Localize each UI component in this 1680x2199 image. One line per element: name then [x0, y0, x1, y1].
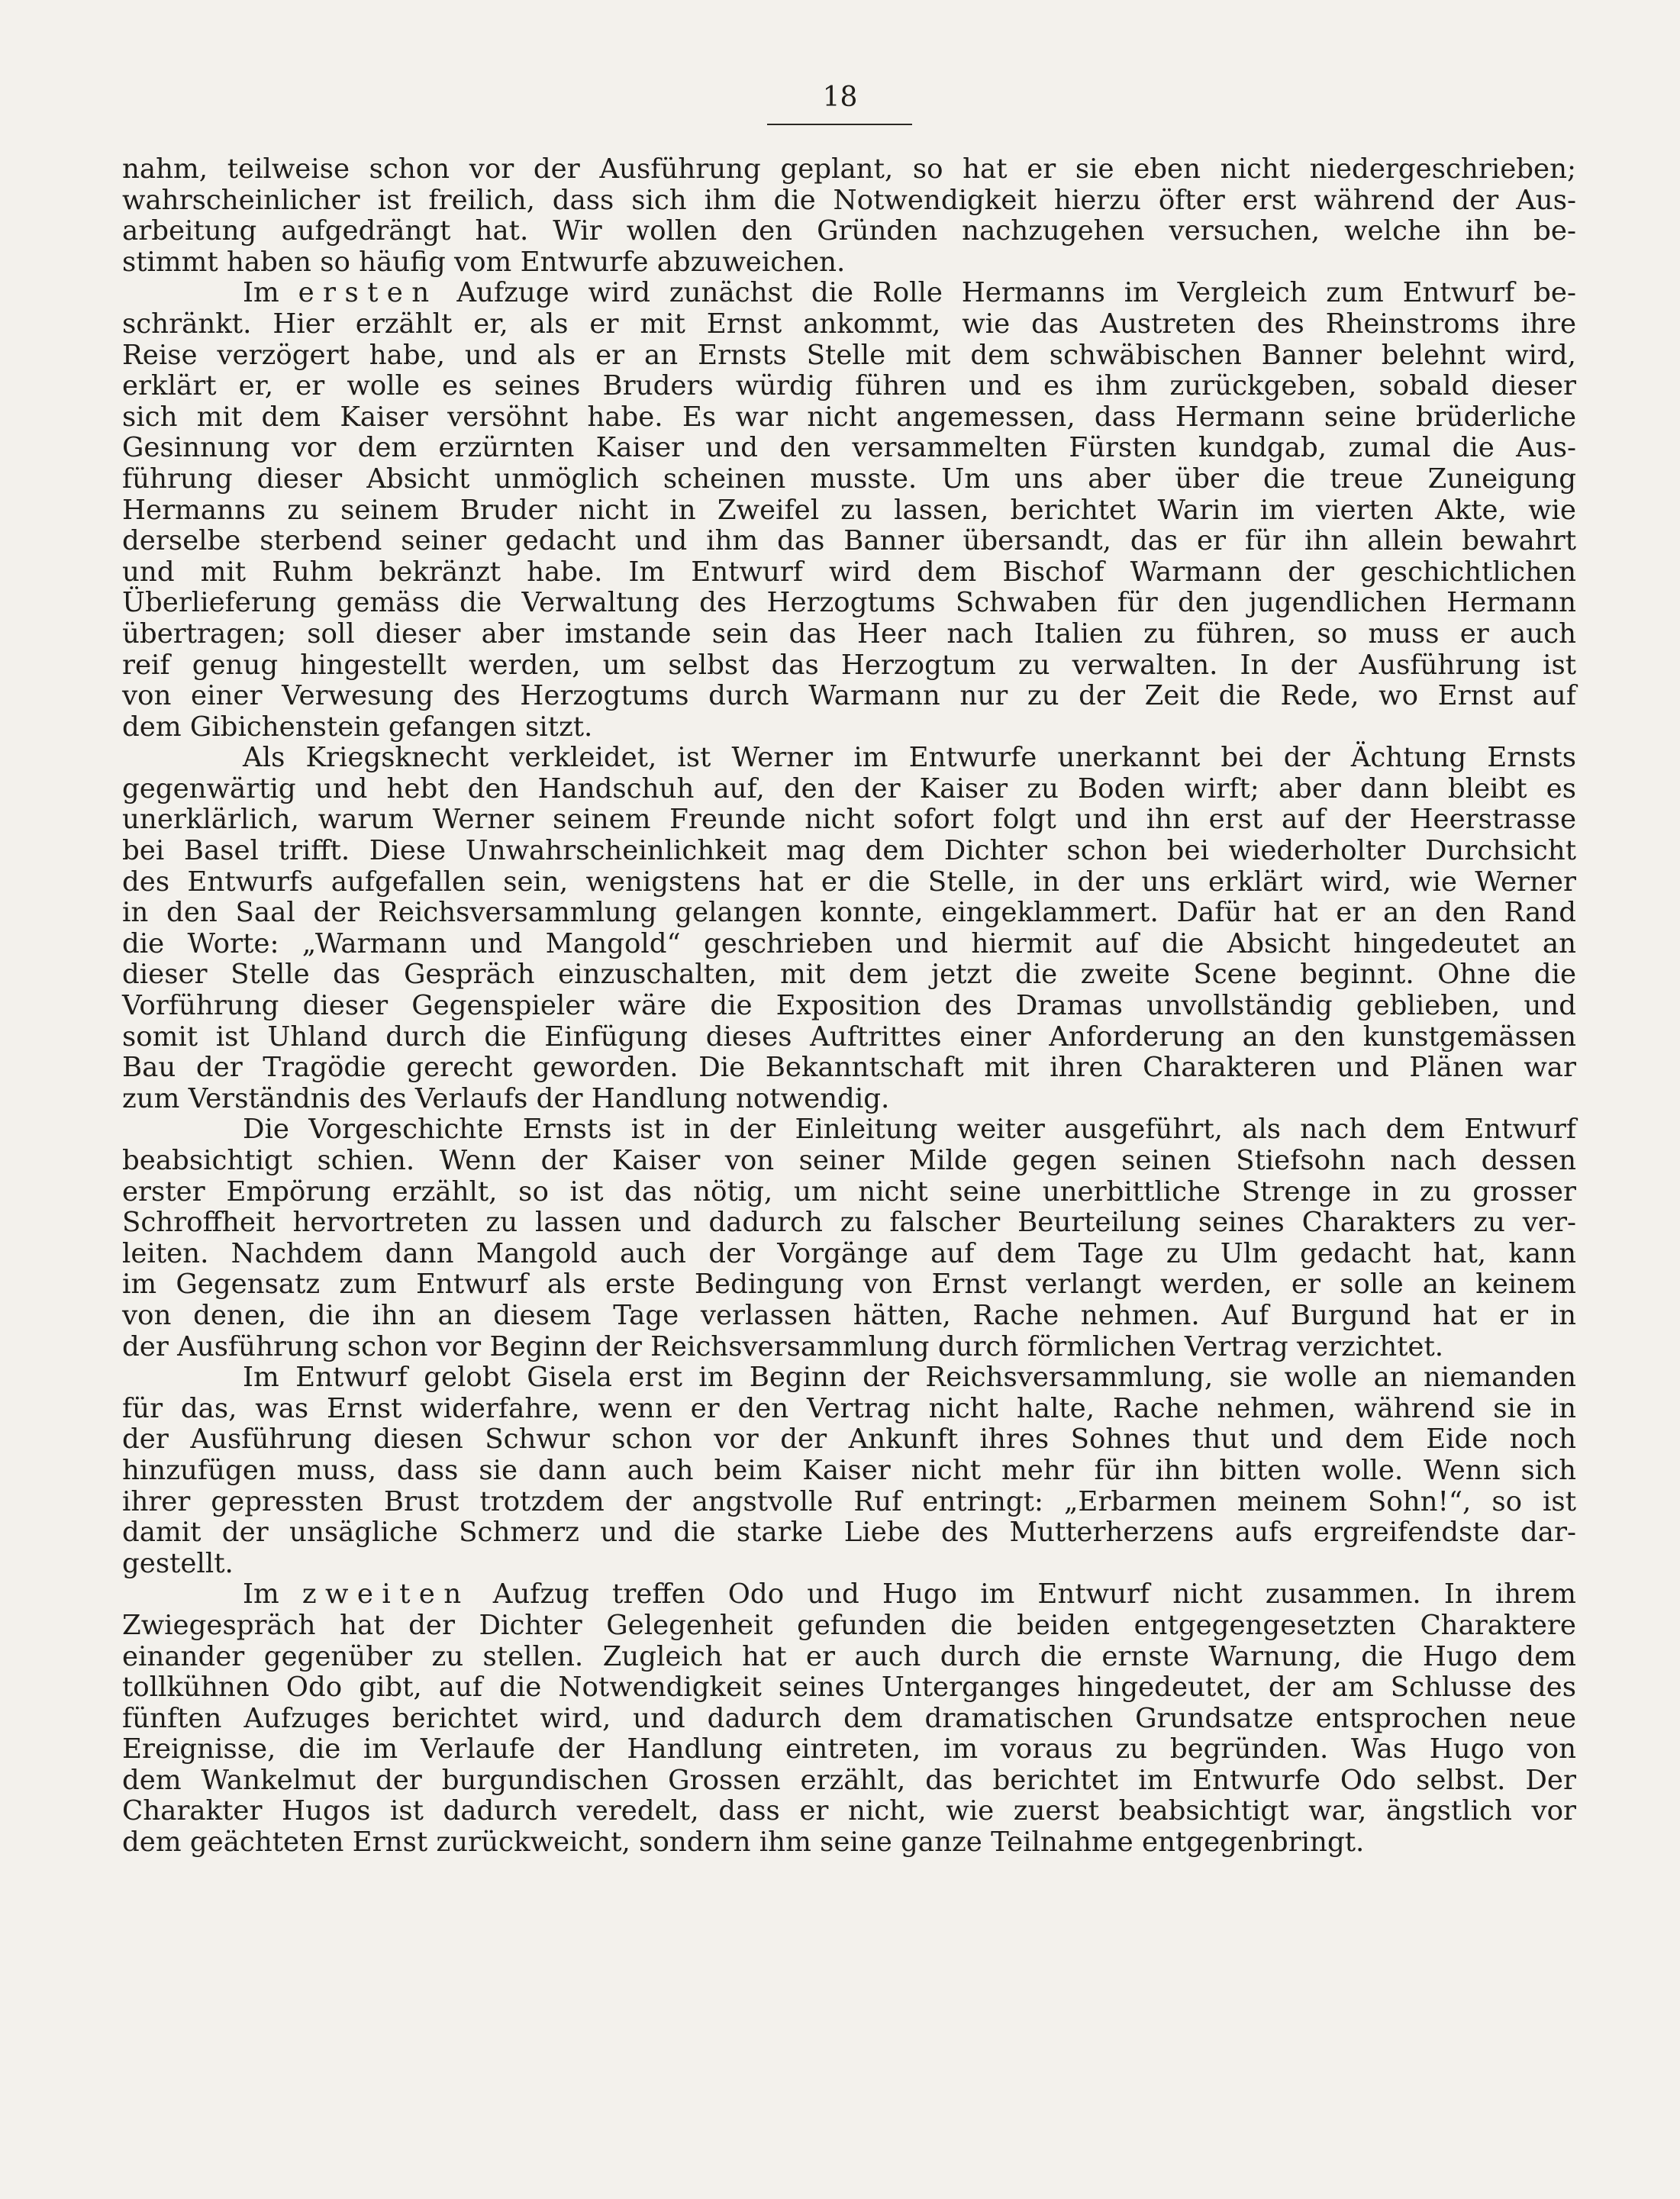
text-line: tollkühnen Odo gibt, auf die Notwendigkeit seines Unterganges hingedeutet, der am Schlusse des	[122, 1672, 1576, 1704]
spaced-emphasis: ersten	[298, 277, 438, 309]
text-line: in den Saal der Reichsversammlung gelangen konnte, eingeklammert. Dafür hat er an den Rand	[122, 897, 1576, 929]
text-line: dem Wankelmut der burgundischen Grossen erzählt, das berichtet im Entwurfe Odo selbst. Der	[122, 1764, 1576, 1796]
text-line: damit der unsägliche Schmerz und die starke Liebe des Mutterherzens aufs ergreifendste dar-	[122, 1517, 1576, 1549]
text-line: von denen, die ihn an diesem Tage verlassen hätten, Rache nehmen. Auf Burgund hat er in	[122, 1299, 1576, 1331]
text-line: des Entwurfs aufgefallen sein, wenigstens hat er die Stelle, in der uns erklärt wird, wie Werner	[122, 866, 1576, 898]
text-line: fünften Aufzuges berichtet wird, und dadurch dem dramatischen Grundsatze entsprochen neue	[122, 1702, 1576, 1734]
paragraph	[122, 1579, 1576, 1858]
text-run: Im	[243, 277, 298, 309]
text-line: und mit Ruhm bekränzt habe. Im Entwurf wird dem Bischof Warmann der geschichtlichen	[122, 556, 1576, 588]
paragraph	[122, 278, 1576, 743]
body-text	[122, 154, 1576, 1859]
text-line: stimmt haben so häufig vom Entwurfe abzuweichen.	[122, 246, 846, 278]
text-line: unerklärlich, warum Werner seinem Freunde nicht sofort folgt und ihn erst auf der Heerstrasse	[122, 804, 1576, 836]
text-line: sich mit dem Kaiser versöhnt habe. Es war nicht angemessen, dass Hermann seine brüderliche	[122, 401, 1576, 433]
text-line: Zwiegespräch hat der Dichter Gelegenheit gefunden die beiden entgegengesetzten Charaktere	[122, 1609, 1576, 1641]
text-line: Vorführung dieser Gegenspieler wäre die Exposition des Dramas unvollständig geblieben, und	[122, 990, 1576, 1022]
page-number: 18	[822, 82, 858, 113]
text-line: zum Verständnis des Verlaufs der Handlung notwendig.	[122, 1082, 890, 1114]
text-run: Aufzuge wird zunächst die Rolle Hermanns im Vergleich zum Entwurf be-	[437, 277, 1576, 309]
text-line: reif genug hingestellt werden, um selbst das Herzogtum zu verwalten. In der Ausführung ist	[122, 649, 1576, 681]
text-line: Bau der Tragödie gerecht geworden. Die Bekanntschaft mit ihren Charakteren und Plänen war	[122, 1052, 1576, 1084]
text-line: Die Vorgeschichte Ernsts ist in der Einleitung weiter ausgeführt, als nach dem Entwurf	[243, 1114, 1576, 1146]
paragraph	[122, 1362, 1576, 1579]
text-line: Schroffheit hervortreten zu lassen und dadurch zu falscher Beurteilung seines Charakters zu ver-	[122, 1207, 1576, 1239]
text-line: führung dieser Absicht unmöglich scheinen musste. Um uns aber über die treue Zuneigung	[122, 463, 1576, 495]
page-number-rule	[767, 124, 912, 125]
text-line: Ereignisse, die im Verlaufe der Handlung eintreten, im voraus zu begründen. Was Hugo von	[122, 1733, 1576, 1765]
text-line: Charakter Hugos ist dadurch veredelt, dass er nicht, wie zuerst beabsichtigt war, ängstlich vor	[122, 1795, 1576, 1827]
text-line	[122, 1579, 1576, 1611]
text-line: für das, was Ernst widerfahre, wenn er den Vertrag nicht halte, Rache nehmen, während sie in	[122, 1392, 1576, 1424]
text-line: hinzufügen muss, dass sie dann auch beim Kaiser nicht mehr für ihn bitten wolle. Wenn sich	[122, 1454, 1576, 1486]
text-line: schränkt. Hier erzählt er, als er mit Ernst ankommt, wie das Austreten des Rheinstroms ihre	[122, 308, 1576, 340]
text-line: von einer Verwesung des Herzogtums durch Warmann nur zu der Zeit die Rede, wo Ernst auf	[122, 680, 1576, 712]
paragraph	[122, 1114, 1576, 1362]
text-line: einander gegenüber zu stellen. Zugleich hat er auch durch die ernste Warnung, die Hugo dem	[122, 1640, 1576, 1672]
text-line: übertragen; soll dieser aber imstande sein das Heer nach Italien zu führen, so muss er auch	[122, 617, 1576, 650]
text-line: erklärt er, er wolle es seines Bruders würdig führen und es ihm zurückgeben, sobald dieser	[122, 370, 1576, 402]
text-line: dieser Stelle das Gespräch einzuschalten, mit dem jetzt die zweite Scene beginnt. Ohne die	[122, 959, 1576, 991]
text-line: derselbe sterbend seiner gedacht und ihm das Banner übersandt, das er für ihn allein bewahrt	[122, 525, 1576, 557]
text-line: erster Empörung erzählt, so ist das nötig, um nicht seine unerbittliche Strenge in zu grosser	[122, 1175, 1576, 1208]
spaced-emphasis: zweiten	[301, 1578, 470, 1611]
text-line: Reise verzögert habe, und als er an Ernsts Stelle mit dem schwäbischen Banner belehnt wird,	[122, 339, 1576, 371]
text-line: nahm, teilweise schon vor der Ausführung geplant, so hat er sie eben nicht niedergeschrieben;	[122, 153, 1576, 185]
text-line: Als Kriegsknecht verkleidet, ist Werner im Entwurfe unerkannt bei der Ächtung Ernsts	[243, 742, 1576, 774]
paragraph	[122, 743, 1576, 1114]
text-line: bei Basel trifft. Diese Unwahrscheinlichkeit mag dem Dichter schon bei wiederholter Durchsicht	[122, 835, 1576, 867]
text-line: der Ausführung diesen Schwur schon vor der Ankunft ihres Sohnes thut und dem Eide noch	[122, 1424, 1576, 1456]
text-line: Im Entwurf gelobt Gisela erst im Beginn der Reichsversammlung, sie wolle an niemanden	[243, 1362, 1576, 1394]
text-line: gegenwärtig und hebt den Handschuh auf, den der Kaiser zu Boden wirft; aber dann bleibt es	[122, 772, 1576, 804]
text-line: der Ausführung schon vor Beginn der Reichsversammlung durch förmlichen Vertrag verzichtet.	[122, 1330, 1444, 1362]
text-line: leiten. Nachdem dann Mangold auch der Vorgänge auf dem Tage zu Ulm gedacht hat, kann	[122, 1237, 1576, 1269]
text-line: die Worte: „Warmann und Mangold“ geschrieben und hiermit auf die Absicht hingedeutet an	[122, 927, 1576, 959]
text-line: somit ist Uhland durch die Einfügung dieses Auftrittes einer Anforderung an den kunstgemässen	[122, 1021, 1576, 1053]
text-line: Hermanns zu seinem Bruder nicht in Zweifel zu lassen, berichtet Warin im vierten Akte, wie	[122, 494, 1576, 526]
text-line	[122, 278, 1576, 309]
paragraph	[122, 154, 1576, 278]
text-line: dem Gibichenstein gefangen sitzt.	[122, 711, 593, 743]
text-line: Überlieferung gemäss die Verwaltung des Herzogtums Schwaben für den jugendlichen Hermann	[122, 587, 1576, 619]
text-line: Gesinnung vor dem erzürnten Kaiser und den versammelten Fürsten kundgab, zumal die Aus-	[122, 432, 1576, 464]
text-run: Im	[243, 1578, 302, 1611]
text-line: wahrscheinlicher ist freilich, dass sich ihm die Notwendigkeit hierzu öfter erst während der Aus-	[122, 184, 1576, 216]
text-line: arbeitung aufgedrängt hat. Wir wollen den Gründen nachzugehen versuchen, welche ihn be-	[122, 215, 1576, 247]
text-run: Aufzug treffen Odo und Hugo im Entwurf nicht zusammen. In ihrem	[469, 1578, 1576, 1611]
text-line: dem geächteten Ernst zurückweicht, sondern ihm seine ganze Teilnahme entgegenbringt.	[122, 1827, 1365, 1859]
text-line: gestellt.	[122, 1547, 234, 1579]
text-line: im Gegensatz zum Entwurf als erste Bedingung von Ernst verlangt werden, er solle an keinem	[122, 1269, 1576, 1301]
text-line: beabsichtigt schien. Wenn der Kaiser von seiner Milde gegen seinen Stiefsohn nach dessen	[122, 1145, 1576, 1176]
text-line: ihrer gepressten Brust trotzdem der angstvolle Ruf entringt: „Erbarmen meinem Sohn!“, so ist	[122, 1485, 1576, 1517]
